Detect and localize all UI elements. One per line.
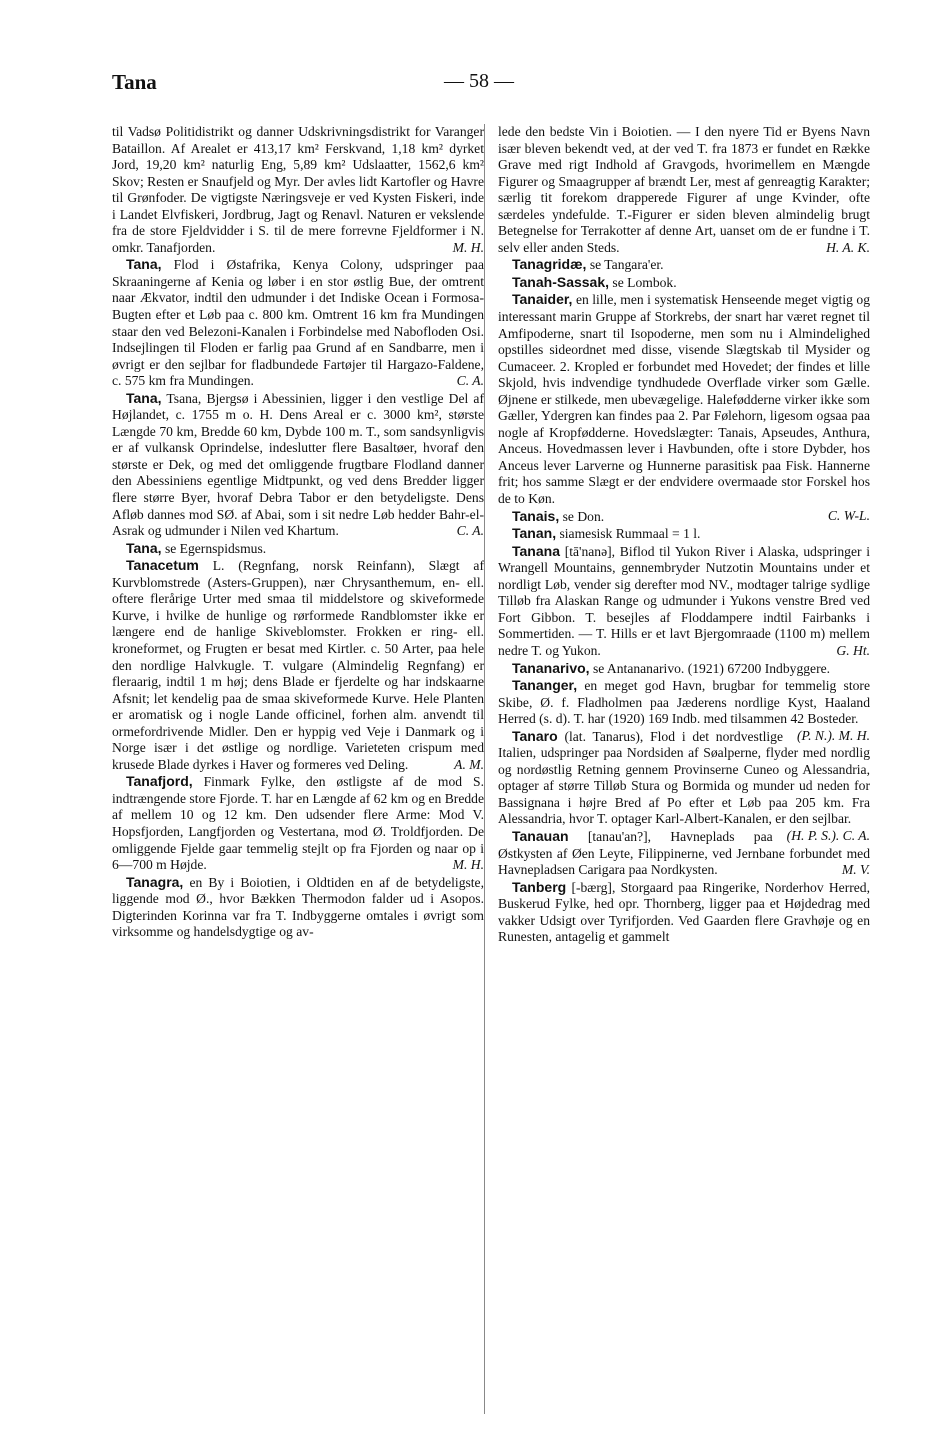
entry-headword: Tanberg [512, 878, 567, 895]
dictionary-entry [498, 274, 870, 292]
entry-text: L. (Regnfang, norsk Reinfann), Slægt af Kurvblomstrede (Asters-Gruppen), nær Chrysanthemum, en- ell. oftere flerårige Urter med smaa til middelstore og skiveformede Kurve, i hvilke de hunlige og rørformede Randblomster ikke er længere end de hanlige Skiveblomster. Frokken er ring- ell. kroneformet, og Frugten er besat med Kirtler. c. 50 Arter, paa hele den nordlige Halvkugle. T. vulgare (Almindelig Regnfang) er fleraarig, indtil 1 m høj; dens Blade er fjerdelte og har indskaarne Afsnit; let kendelig paa de smaa skiveformede Kurve. Hele Planten er aromatisk og i nogle Lande officinel, forhen alm. anvendt til ormefordrivende Midler. Den er hyppig ved Veje i Danmark og i Norge især i det østlige og nordlige. Varieteten crispum med krusede Blade dyrkes i Haver og formeres ved Deling. [112, 558, 484, 772]
right-column [498, 124, 870, 946]
column-divider [484, 124, 485, 1414]
entry-headword: Tanauan [512, 827, 569, 844]
author-signature: M. H. [452, 857, 484, 873]
entry-headword: Tanan, [512, 525, 557, 542]
dictionary-entry [112, 540, 484, 558]
entry-text: Tsana, Bjergsø i Abessinien, ligger i den vestlige Del af Højlandet, c. 1755 m o. H. Dens Areal er c. 3000 km², største Længde 70 km, Bredde 60 km, Dybde 100 m. T., som sandsynligvis er af vulkansk Oprindelse, indeslutter flere Basaltøer, hvoraf den største er Dek, og med det omliggende frugtbare Flodland danner den Abessiniens egentlige Midtpunkt, og ved dens Bredder ligger flere større Byer, hvoraf Debra Tabor er den betydeligste. Dens Afløb dannes mod SØ. af Abai, som i sit nedre Løb hedder Bahr-el-Asrak og udmunder i Nilen ved Khartum. [112, 390, 484, 539]
entry-text: Flod i Østafrika, Kenya Colony, udspringer paa Skraaningerne af Kenia og løber i en stor østlig Bue, der omtrent naar Ækvator, indtil den udmunder i det Indiske Ocean i Formosa-Bugten efter et Løb paa c. 800 km. Omtrent 16 km fra Mundingen staar den ved Belezoni-Kanalen i Forbindelse med Nabofloden Osi. Indsejlingen til Floden er farlig paa Grund af en Sandbarre, men i øvrigt er den sejlbar for fladbundede Fartøjer til Hargazo-Faldene, c. 575 km fra Mundingen. [112, 257, 484, 389]
entry-text: se Lombok. [612, 274, 677, 290]
dictionary-entry [498, 543, 870, 660]
dictionary-entry [498, 124, 870, 256]
entry-headword: Tanana [512, 542, 560, 559]
author-signature: H. A. K. [826, 239, 870, 255]
dictionary-entry [112, 256, 484, 389]
dictionary-entry [112, 557, 484, 773]
dictionary-entry [498, 256, 870, 274]
entry-text: (lat. Tanarus), Flod i det nordvestlige Italien, udspringer paa Nordsiden af Søalperne, flyder med nordlig og nordøstlig Retning gennem Provinserne Cuneo og Alessandria, optager af større Tilløb Stura og Bormida og munder ud neden for Bassignana i højre Bred af Po efter et Løb paa 205 km. Fra Alessandria, hvor T. optager Karl-Albert-Kanalen, er den sejlbar. [498, 728, 870, 827]
author-signature: C. A. [456, 373, 484, 389]
entry-text: Finmark Fylke, den østligste af de mod S. indtrængende store Fjorde. T. har en Længde af 62 km og en Bredde af mellem 10 og 12 km. Den udsender flere Arme: Mod V. Hopsfjorden, Langfjorden og Vestertana, mod Ø. Troldfjorden. De omliggende Fjelde gaar temmelig stejlt op fra Fjorden og naar op i 6—700 m Højde. [112, 774, 484, 873]
entry-headword: Tanah-Sassak, [512, 273, 610, 290]
entry-headword: Tanacetum [126, 557, 199, 574]
entry-text: se Don. [562, 508, 605, 524]
entry-text: se Egernspidsmus. [164, 540, 267, 556]
entry-headword: Tananarivo, [512, 659, 590, 676]
entry-text: siamesisk Rummaal = 1 l. [559, 526, 701, 542]
entry-headword: Tanaider, [512, 291, 573, 308]
entry-text: en meget god Havn, brugbar for temmelig store Skibe, Ø. f. Fladholmen paa Jæderens nordlige Kyst, Haaland Herred (s. d). T. har (1920) 169 Indb. med tilsammen 42 Bosteder. [498, 678, 870, 727]
dictionary-entry [112, 773, 484, 873]
entry-headword: Tanagra, [126, 873, 184, 890]
author-signature: A. M. [454, 756, 484, 772]
dictionary-entry [112, 124, 484, 256]
dictionary-entry [498, 879, 870, 946]
entry-headword: Tanais, [512, 507, 560, 524]
entry-headword: Tananger, [512, 677, 578, 694]
author-signature: (H. P. S.). C. A. [786, 827, 870, 843]
author-signature: (P. N.). M. H. [797, 727, 870, 743]
author-signature: M. V. [841, 862, 870, 878]
running-head-word: Tana [112, 70, 157, 94]
entry-headword: Tana, [126, 256, 162, 273]
entry-text: se Tangara'er. [589, 257, 664, 273]
entry-text: en lille, men i systematisk Henseende meget vigtig og interessant marin Gruppe af Storkrebs, der snart har været regnet til Amfipoderne, snart til Isopoderne, men som nu i Almindelighed opstilles sideordnet med disse, visende Slægtskab til Mysider og Cumaceer. 2. Kropled er forbundet med Hovedet; der findes et lille Skjold, hvis indvendige tyndhudede Overflade virker som Gælle. Øjnene er stilkede, men ubevægelige. Halefødderne virker ikke som Gæller, Ydergren kan findes paa 2. Par Følehorn, ligesom ogsaa paa nogle af Kropfødderne. Hovedslægter: Tanais, Apseudes, Anthura, Anceus. Hovedmassen lever i Havbunden, ofte i store Dybder, hos Anceus lever Larverne og Hunnerne parasitisk paa Fisk. Hannerne frit; hos samme Slægt er der endvidere overmaade stor Forskel hos de to Køn. [498, 292, 870, 507]
entry-headword: Tana, [126, 539, 162, 556]
entry-text: [-bærg], Storgaard paa Ringerike, Norderhov Herred, Buskerud Fylke, hed opr. Thornberg, ligger paa et Højdedrag med vakker Udsigt over Tyrifjorden. Ved Gaarden flere Gravhøje og en Runesten, antagelig et gammelt [498, 879, 870, 945]
entry-text: se Antananarivo. (1921) 67200 Indbyggere. [592, 660, 831, 676]
dictionary-entry [498, 525, 870, 543]
dictionary-entry [498, 660, 870, 678]
page-number: — 58 — [444, 70, 514, 92]
entry-headword: Tana, [126, 389, 162, 406]
left-column [112, 124, 484, 941]
author-signature: C. A. [456, 523, 484, 539]
entry-text: [tanau'an?], Havneplads paa Østkysten af Øen Leyte, Filippinerne, ved Jernbane forbundet med Havnepladsen Carigara paa Nordkysten. [498, 828, 870, 878]
entry-text: til Vadsø Politidistrikt og danner Udskrivningsdistrikt for Varanger Bataillon. Af Arealet er 413,17 km² Ferskvand, 1,18 km² dyrket Jord, 19,20 km² naturlig Eng, 5,89 km² Udslaatter, 1562,6 km² Skov; Resten er Snaufjeld og Myr. Der avles lidt Kartofler og Havre til Grønfoder. De vigtigste Næringsveje er ved Kysten Fiskeri, inde i Landet Elvfiskeri, Jordbrug, Jagt og Renavl. Naturen er vekslende fra de store Fjeldvidder i S. til de mere forrevne Fjeldformer i N. omkr. Tanafjorden. [112, 124, 484, 255]
dictionary-entry [498, 291, 870, 507]
entry-text: en By i Boiotien, i Oldtiden en af de betydeligste, liggende mod Ø., hvor Bækken Thermodon falder ud i Asopos. Digterinden Korinna var fra T. Indbyggerne omtales i øvrigt som virksomme og handelsdygtige og av- [112, 874, 484, 940]
dictionary-entry [112, 874, 484, 941]
author-signature: G. Ht. [836, 642, 870, 658]
entry-text: lede den bedste Vin i Boiotien. — I den nyere Tid er Byens Navn især bleven bekendt ved, at der ved T. fra 1873 er fundet en Række Grave med rigt Indhold af Gravgods, hvorimellem en Mængde Figurer og Smaagrupper af brændt Ler, mest af genreagtig Karakter; særlig tit forekom drapperede Figurer af unge Kvinder, ofte særdeles yndefulde. T.-Figurer er siden bleven almindelig brugt Betegnelse for Terrakotter af denne Art, uanset om de er fundne i T. selv eller anden Steds. [498, 124, 870, 255]
entry-text: [tā'nanə], Biflod til Yukon River i Alaska, udspringer i Wrangell Mountains, gennembryder Nutzotin Mountains under et nordligt Løb, vender sig derefter mod NV., modtager talrige sydlige Tilløb fra Alaskan Range og udmunder i Yukons venstre Bred ved Fort Gibbon. T. besejles af Floddampere indtil Fairbanks i Sommertiden. — T. Hills er et lavt Bjergomraade (1100 m) mellem nedre T. og Yukon. [498, 543, 870, 658]
author-signature: C. W-L. [827, 507, 870, 523]
entry-headword: Tanaro [512, 727, 558, 744]
author-signature: M. H. [452, 239, 484, 255]
dictionary-entry [112, 390, 484, 540]
entry-headword: Tanafjord, [126, 773, 193, 790]
entry-headword: Tanagridæ, [512, 256, 587, 273]
dictionary-entry [498, 508, 870, 526]
